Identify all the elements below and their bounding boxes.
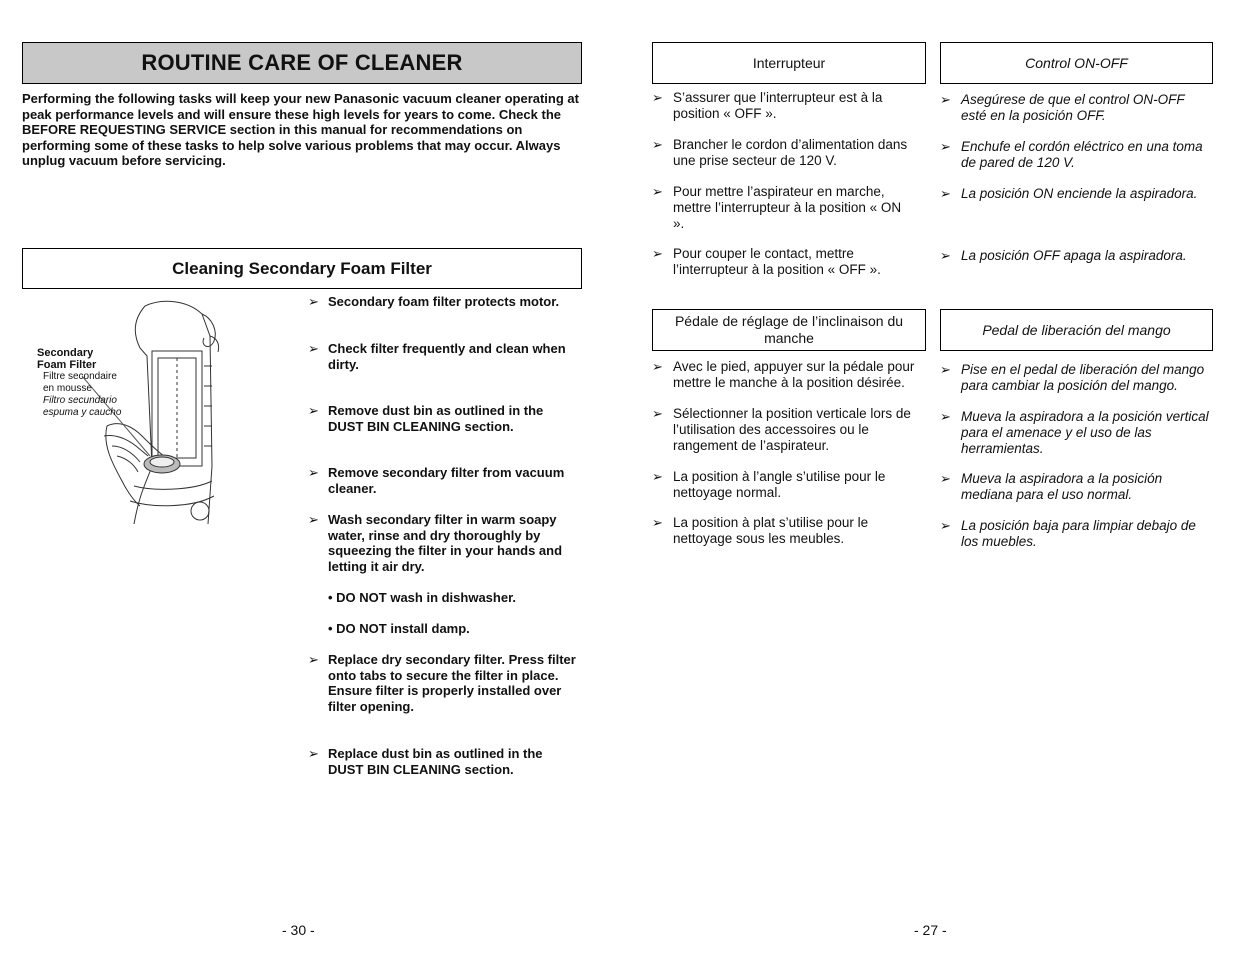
fr-pedal-header: Pédale de réglage de l’inclinaison du manche <box>652 309 926 351</box>
list-item: ➢ La posición baja para limpiar debajo de los muebles. <box>940 518 1196 549</box>
step-item: ➢ Replace dry secondary filter. Press filter onto tabs to secure the filter in place. Ensure filter is properly installed over filter opening. <box>308 652 576 714</box>
arrow-icon: ➢ <box>308 403 319 418</box>
note-no-damp: • DO NOT install damp. <box>328 621 470 636</box>
arrow-icon: ➢ <box>308 746 319 761</box>
step-item: ➢ Check filter frequently and clean when dirty. <box>308 341 566 372</box>
fr-switch-header: Interrupteur <box>652 42 926 84</box>
page-number-right: - 27 - <box>914 922 947 938</box>
page-title: ROUTINE CARE OF CLEANER <box>22 42 582 84</box>
list-item: ➢ Enchufe el cordón eléctrico en una toma de pared de 120 V. <box>940 139 1203 170</box>
arrow-icon: ➢ <box>308 341 319 356</box>
step-item: ➢ Wash secondary filter in warm soapy water, rinse and dry thoroughly by squeezing the filter in your hands and letting it air dry. <box>308 512 563 574</box>
list-item: ➢ Brancher le cordon d’alimentation dans une prise secteur de 120 V. <box>652 137 908 168</box>
arrow-icon: ➢ <box>652 246 663 261</box>
arrow-icon: ➢ <box>308 465 319 480</box>
label-en-line2: Foam Filter <box>37 359 97 371</box>
note-no-dishwasher: • DO NOT wash in dishwasher. <box>328 590 517 605</box>
label-en-line1: Secondary <box>37 347 94 359</box>
arrow-icon: ➢ <box>652 359 663 374</box>
list-item: ➢ Avec le pied, appuyer sur la pédale pour mettre le manche à la position désirée. <box>652 359 915 390</box>
label-fr-line1: Filtre secondaire <box>43 371 117 382</box>
list-item: ➢ Asegúrese de que el control ON-OFF esté en la posición OFF. <box>940 92 1185 123</box>
step-item: ➢ Remove dust bin as outlined in the DUST BIN CLEANING section. <box>308 403 544 434</box>
list-item: ➢ Sélectionner la position verticale lors de l’utilisation des accessoires ou le rangement de l’aspirateur. <box>652 406 911 453</box>
arrow-icon: ➢ <box>940 248 951 263</box>
arrow-icon: ➢ <box>652 137 663 152</box>
arrow-icon: ➢ <box>652 469 663 484</box>
arrow-icon: ➢ <box>652 515 663 530</box>
label-fr-line2: en mousse <box>43 383 92 394</box>
arrow-icon: ➢ <box>940 409 951 424</box>
page-number-left: - 30 - <box>282 922 315 938</box>
arrow-icon: ➢ <box>652 406 663 421</box>
list-item: ➢ Pour couper le contact, mettre l’interrupteur à la position « OFF ». <box>652 246 881 277</box>
arrow-icon: ➢ <box>940 139 951 154</box>
arrow-icon: ➢ <box>940 92 951 107</box>
illustration-label <box>37 347 121 419</box>
arrow-icon: ➢ <box>652 90 663 105</box>
arrow-icon: ➢ <box>940 362 951 377</box>
label-es-line1: Filtro secundario <box>43 395 117 406</box>
list-item: ➢ S’assurer que l’interrupteur est à la position « OFF ». <box>652 90 883 121</box>
intro-paragraph: Performing the following tasks will keep your new Panasonic vacuum cleaner operating at peak performance levels and will ensure these high levels for years to come. Check the BEFORE REQUESTING SERVICE section in this manual for recommendations on performing some of these tasks to help solve various problems that may occur. Always unplug vacuum before servicing. <box>22 91 579 169</box>
list-item: ➢ La position à l’angle s’utilise pour le nettoyage normal. <box>652 469 886 500</box>
arrow-icon: ➢ <box>940 471 951 486</box>
list-item: ➢ Mueva la aspiradora a la posición mediana para el uso normal. <box>940 471 1163 502</box>
label-es-line2: espuma y caucho <box>43 407 122 418</box>
list-item: ➢ Pise en el pedal de liberación del mango para cambiar la posición del mango. <box>940 362 1205 393</box>
step-item: ➢ Secondary foam filter protects motor. <box>308 294 560 309</box>
arrow-icon: ➢ <box>308 652 319 667</box>
arrow-icon: ➢ <box>940 518 951 533</box>
es-switch-header: Control ON-OFF <box>940 42 1213 84</box>
list-item: ➢ La position à plat s’utilise pour le nettoyage sous les meubles. <box>652 515 869 546</box>
list-item: ➢ La posición OFF apaga la aspiradora. <box>940 248 1187 263</box>
list-item: ➢ Pour mettre l’aspirateur en marche, mettre l’interrupteur à la position « ON ». <box>652 184 902 231</box>
step-item: ➢ Remove secondary filter from vacuum cleaner. <box>308 465 565 496</box>
arrow-icon: ➢ <box>940 186 951 201</box>
arrow-icon: ➢ <box>308 294 319 309</box>
list-item: ➢ La posición ON enciende la aspiradora. <box>940 186 1198 201</box>
arrow-icon: ➢ <box>652 184 663 199</box>
es-pedal-header: Pedal de liberación del mango <box>940 309 1213 351</box>
section-title: Cleaning Secondary Foam Filter <box>22 248 582 289</box>
list-item: ➢ Mueva la aspiradora a la posición vertical para el amenace y el uso de las herramientas. <box>940 409 1209 456</box>
arrow-icon: ➢ <box>308 512 319 527</box>
step-item: ➢ Replace dust bin as outlined in the DUST BIN CLEANING section. <box>308 746 543 777</box>
